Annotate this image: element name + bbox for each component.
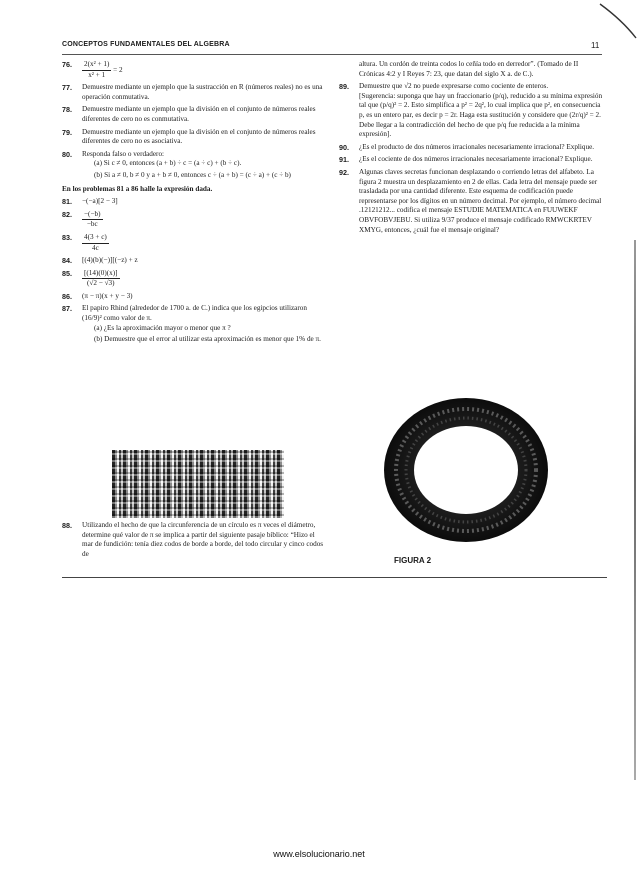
equation-rhs: = 2	[113, 65, 123, 74]
problem-87	[62, 304, 327, 344]
numerator: 2(x² + 1)	[82, 60, 111, 71]
problem-number: 80.	[62, 149, 72, 159]
fraction	[82, 233, 109, 253]
numerator: 4(3 + c)	[82, 233, 109, 244]
problem-number: 87.	[62, 304, 72, 314]
page-number: 11	[591, 41, 600, 50]
problem-text: Demuestre que √2 no puede expresarse como cociente de enteros.	[359, 82, 549, 91]
problem-91	[339, 155, 604, 165]
running-header: CONCEPTOS FUNDAMENTALES DEL ALGEBRA	[62, 41, 230, 48]
denominator: x² + 1	[88, 70, 106, 79]
problem-85	[62, 269, 327, 289]
part-b: (b) Demuestre que el error al utilizar esta aproximación es menor que 1% de π.	[94, 335, 321, 344]
problem-84	[62, 256, 327, 266]
denominator: −bc	[86, 220, 98, 229]
papyrus-photo	[112, 450, 284, 518]
problem-number: 82.	[62, 209, 72, 219]
cipher-wheel	[381, 396, 551, 544]
problem-text: altura. Un cordón de treinta codos lo ceñía todo en derredor”. (Tomado de II Crónicas 4:2 y I Reyes 7: 23, que datan del siglo X a. de C.).	[359, 60, 579, 78]
problem-text: Utilizando el hecho de que la circunferencia de un círculo es π veces el diámetro, determine qué valor de π se implica a partir del siguiente pasaje bíblico: “Hizo el mar de fundición: tenía diez codos de borde a borde, del todo circular y cinco codos de	[82, 521, 324, 558]
problem-number: 84.	[62, 256, 72, 266]
problem-number: 79.	[62, 127, 72, 137]
problem-89	[339, 82, 604, 140]
section-heading: En los problemas 81 a 86 halle la expresión dada.	[62, 184, 213, 193]
problem-77	[62, 83, 327, 102]
problem-81	[62, 197, 327, 207]
problem-text: Algunas claves secretas funcionan desplazando o corriendo letras del alfabeto. La figura 2 muestra un desplazamiento en 2 de ellas. Cada letra del mensaje puede ser trasladada por una cantidad diferente. Este esquema de codificación puede representarse por los dígitos en un número decimal. Por ejemplo, el número decimal .12121212... codifica el mensaje ESTUDIE MATEMATICA en FUUWEKF OBVFOBVJEBU. Si utiliza 9/37 produce el mensaje codificado RMWCKRTEV XMYG, entonces, ¿cuál fue el mensaje original?	[359, 167, 602, 234]
problem-80	[62, 150, 327, 181]
problem-text: [(4)(b)(−)][(−z) + z	[82, 256, 138, 265]
problem-76	[62, 60, 327, 80]
problem-88-body	[62, 521, 327, 559]
fraction	[82, 269, 120, 289]
problem-79	[62, 128, 327, 147]
problem-number: 92.	[339, 167, 349, 177]
part-a: (a) Si c ≠ 0, entonces (a + b) ÷ c = (a ÷ c) + (b ÷ c).	[94, 159, 242, 168]
problem-90	[339, 143, 604, 153]
problem-82	[62, 210, 327, 230]
problem-text: (π − π)(x + y − 3)	[82, 291, 133, 300]
problem-text: Demuestre mediante un ejemplo que la sustracción en R (números reales) no es una operación conmutativa.	[82, 83, 323, 101]
problem-text: El papiro Rhind (alrededor de 1700 a. de C.) indica que los egipcios utilizaron (16/9)² como valor de π.	[82, 304, 307, 323]
header-rule	[62, 54, 602, 55]
part-a: (a) ¿Es la aproximación mayor o menor que π ?	[94, 323, 231, 332]
problem-number: 78.	[62, 105, 72, 115]
problem-text: Demuestre mediante un ejemplo que la división en el conjunto de números reales diferentes de cero no es conmutativa.	[82, 105, 316, 123]
problem-number: 89.	[339, 82, 349, 92]
denominator: 4c	[92, 243, 99, 252]
cipher-wheel-figure	[381, 396, 551, 544]
part-b: (b) Si a ≠ 0, b ≠ 0 y a + b ≠ 0, entonces c ÷ (a + b) = (c ÷ a) + (c ÷ b)	[94, 170, 291, 179]
continued-text	[339, 60, 604, 79]
figure-caption: FIGURA 2	[394, 556, 432, 565]
problem-number: 88.	[62, 521, 72, 530]
problem-number: 91.	[339, 155, 349, 165]
bottom-rule	[62, 577, 607, 578]
problem-number: 83.	[62, 232, 72, 242]
problem-text: Responda falso o verdadero:	[82, 149, 165, 158]
numerator: −(−b)	[82, 210, 103, 221]
problem-text: Demuestre mediante un ejemplo que la división en el conjunto de números reales diferentes de cero no es asociativa.	[82, 127, 316, 146]
right-column	[339, 60, 604, 238]
numerator: [(14)(0)(x)]	[82, 269, 120, 280]
problem-number: 77.	[62, 83, 72, 93]
fraction	[82, 210, 103, 230]
page-edge-curve	[598, 0, 638, 40]
problem-text: ¿Es el cociente de dos números irracionales necesariamente irracional? Explique.	[359, 155, 593, 164]
problem-86	[62, 292, 327, 302]
problem-number: 76.	[62, 60, 72, 69]
problem-number: 85.	[62, 268, 72, 278]
page-edge-shadow	[634, 240, 636, 780]
denominator: (√2 − √3)	[87, 279, 115, 288]
problem-text: −(−a)[2 − 3]	[82, 197, 118, 206]
problem-92	[339, 168, 604, 235]
problem-78	[62, 105, 327, 124]
problem-number: 90.	[339, 142, 349, 152]
footer-url[interactable]: www.elsolucionario.net	[273, 849, 365, 859]
problem-number: 86.	[62, 291, 72, 301]
problem-text: ¿Es el producto de dos números irracionales necesariamente irracional? Explique.	[359, 142, 595, 151]
fraction	[82, 60, 111, 80]
problem-88	[62, 521, 327, 562]
problem-number: 81.	[62, 197, 72, 207]
left-column	[62, 60, 327, 348]
problem-83	[62, 233, 327, 253]
hint-text: [Sugerencia: suponga que hay un fraccionario (p/q), reducido a su mínima expresión tal que (p/q)² = 2. Esto simplifica a p² = 2q², lo cual implica que p², en consecuencia p, es un entero par, es decir p = 2r. Haga esta sustitución y considere que (2r/q)² = 2. Debe llegar a la contradicción del hecho de que p/q fue reducida a la mínima expresión].	[359, 91, 603, 139]
